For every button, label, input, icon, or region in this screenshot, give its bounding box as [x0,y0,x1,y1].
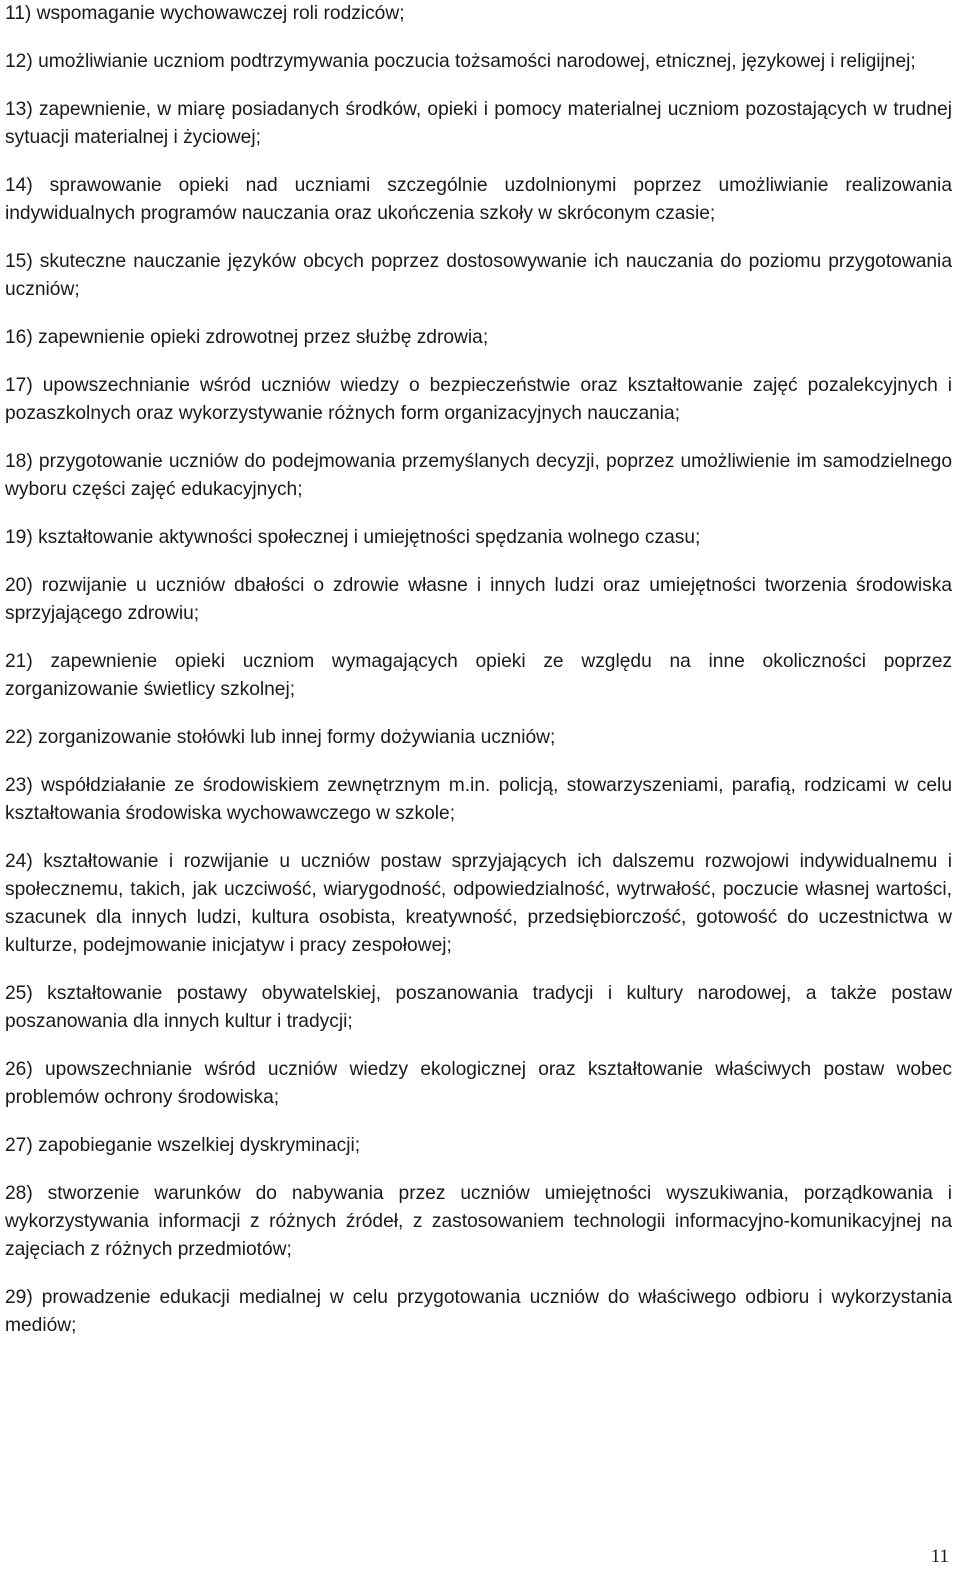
document-page [5,0,952,1360]
list-item: 11) wspomaganie wychowawczej roli rodziców; [5,3,405,24]
list-item: 25) kształtowanie postawy obywatelskiej, poszanowania tradycji i kultury narodowej, a także postaw poszanowania dla innych kultur i tradycji; [5,983,952,1032]
list-item: 12) umożliwianie uczniom podtrzymywania poczucia tożsamości narodowej, etnicznej, językowej i religijnej; [5,51,916,72]
list-item: 23) współdziałanie ze środowiskiem zewnętrznym m.in. policją, stowarzyszeniami, parafią, rodzicami w celu kształtowania środowiska wychowawczego w szkole; [5,775,952,824]
list-item: 20) rozwijanie u uczniów dbałości o zdrowie własne i innych ludzi oraz umiejętności tworzenia środowiska sprzyjającego zdrowiu; [5,575,952,624]
page-number: 11 [930,1546,949,1567]
list-item: 18) przygotowanie uczniów do podejmowania przemyślanych decyzji, poprzez umożliwienie im samodzielnego wyboru części zajęć edukacyjnych; [5,451,952,500]
list-item: 17) upowszechnianie wśród uczniów wiedzy o bezpieczeństwie oraz kształtowanie zajęć pozalekcyjnych i pozaszkolnych oraz wykorzystywanie różnych form organizacyjnych nauczania; [5,375,952,424]
list-item: 22) zorganizowanie stołówki lub innej formy dożywiania uczniów; [5,727,556,748]
list-item: 13) zapewnienie, w miarę posiadanych środków, opieki i pomocy materialnej uczniom pozostających w trudnej sytuacji materialnej i życiowej; [5,99,952,148]
list-item: 21) zapewnienie opieki uczniom wymagających opieki ze względu na inne okoliczności poprzez zorganizowanie świetlicy szkolnej; [5,651,952,700]
list-item: 14) sprawowanie opieki nad uczniami szczególnie uzdolnionymi poprzez umożliwianie realizowania indywidualnych programów nauczania oraz ukończenia szkoły w skróconym czasie; [5,175,952,224]
list-item: 28) stworzenie warunków do nabywania przez uczniów umiejętności wyszukiwania, porządkowania i wykorzystywania informacji z różnych źródeł, z zastosowaniem technologii informacyjno-komunikacyjnej na zajęciach z różnych przedmiotów; [5,1183,952,1260]
list-item: 26) upowszechnianie wśród uczniów wiedzy ekologicznej oraz kształtowanie właściwych postaw wobec problemów ochrony środowiska; [5,1059,952,1108]
list-item: 29) prowadzenie edukacji medialnej w celu przygotowania uczniów do właściwego odbioru i wykorzystania mediów; [5,1287,952,1336]
list-item: 16) zapewnienie opieki zdrowotnej przez służbę zdrowia; [5,327,489,348]
task-list [5,0,952,1340]
list-item: 24) kształtowanie i rozwijanie u uczniów postaw sprzyjających ich dalszemu rozwojowi indywidualnemu i społecznemu, takich, jak uczciwość, wiarygodność, odpowiedzialność, wytrwałość, poczucie własnej wartości, szacunek dla innych ludzi, kultura osobista, kreatywność, przedsiębiorczość, gotowość do uczestnictwa w kulturze, podejmowanie inicjatyw i pracy zespołowej; [5,851,952,956]
list-item: 19) kształtowanie aktywności społecznej i umiejętności spędzania wolnego czasu; [5,527,701,548]
list-item: 15) skuteczne nauczanie języków obcych poprzez dostosowywanie ich nauczania do poziomu przygotowania uczniów; [5,251,952,300]
list-item: 27) zapobieganie wszelkiej dyskryminacji; [5,1135,361,1156]
